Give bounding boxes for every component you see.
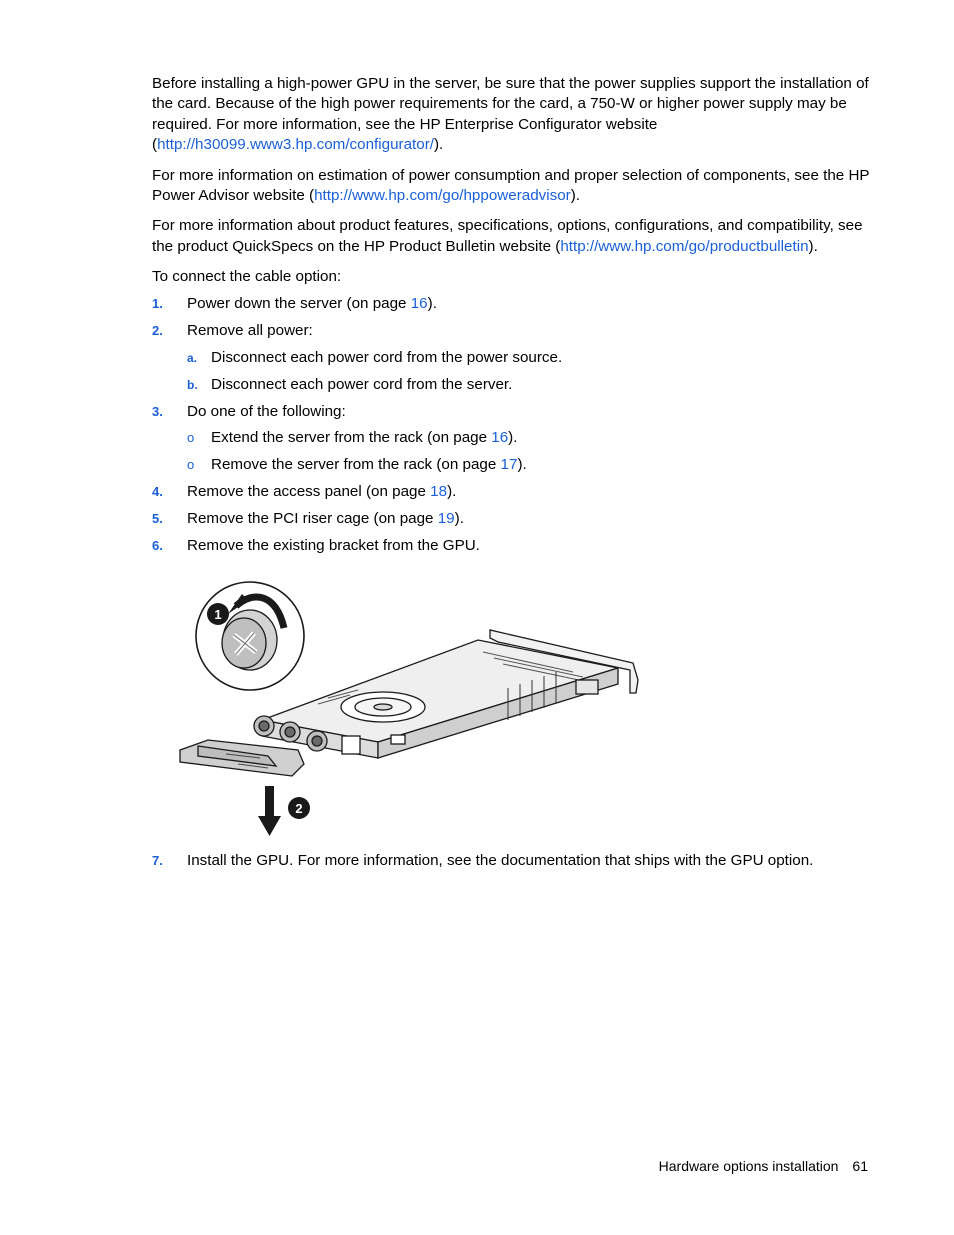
substep-text-end: ). <box>508 429 518 447</box>
footer-section-title: Hardware options installation <box>658 1158 839 1174</box>
intro-text-1-end: ). <box>433 136 444 154</box>
step-number: 3. <box>152 403 163 419</box>
step-number: 6. <box>152 537 163 553</box>
substep-text: Extend the server from the rack (on page <box>211 429 492 447</box>
page-footer <box>659 1158 868 1174</box>
step-text: Remove the access panel (on page <box>187 483 431 501</box>
callout-2-label: 2 <box>295 801 303 816</box>
substep-text: Disconnect each power cord from the server. <box>211 375 513 393</box>
gpu-bracket-removal-figure <box>178 580 640 840</box>
intro-paragraph-2 <box>152 166 872 207</box>
step-number: 4. <box>152 484 163 500</box>
step-text-end: ). <box>454 509 464 527</box>
footer-page-number: 61 <box>852 1158 868 1174</box>
intro-paragraph-1 <box>152 74 872 156</box>
document-body-continued <box>152 851 872 878</box>
substep-2a <box>152 348 872 368</box>
step-text: Do one of the following: <box>187 402 346 420</box>
substep-2b <box>152 375 872 395</box>
page-ref-link[interactable]: 16 <box>491 429 509 447</box>
step-text: Install the GPU. For more information, see the documentation that ships with the GPU option. <box>187 852 814 869</box>
substep-3-option-2 <box>152 455 872 475</box>
product-bulletin-link[interactable]: http://www.hp.com/go/productbulletin <box>560 237 809 255</box>
substep-text: Remove the server from the rack (on page <box>211 456 501 474</box>
step-number: 5. <box>152 510 163 526</box>
step-7 <box>152 851 872 871</box>
step-3 <box>152 402 872 422</box>
step-text: Remove all power: <box>187 322 313 340</box>
page-ref-link[interactable]: 19 <box>437 509 455 527</box>
substep-3-option-1 <box>152 428 872 448</box>
substep-text-end: ). <box>517 456 527 474</box>
document-body <box>152 74 872 562</box>
step-6 <box>152 536 872 556</box>
bullet-marker: o <box>187 430 195 446</box>
power-advisor-link[interactable]: http://www.hp.com/go/hppoweradvisor <box>314 187 571 205</box>
substep-marker: b. <box>187 377 198 392</box>
intro-paragraph-4: To connect the cable option: <box>152 268 342 286</box>
intro-text-2-end: ). <box>570 187 580 205</box>
configurator-link[interactable]: http://h30099.www3.hp.com/configurator/ <box>157 136 434 154</box>
step-text-end: ). <box>427 295 437 313</box>
step-number: 2. <box>152 323 163 339</box>
intro-text-3-end: ). <box>808 237 818 255</box>
substep-marker: a. <box>187 351 198 366</box>
step-1 <box>152 294 872 314</box>
step-number: 1. <box>152 296 163 312</box>
step-text: Power down the server (on page <box>187 295 411 313</box>
intro-text-2: For more information on estimation of power consumption and proper selection of components, see the HP Power Advisor website ( <box>152 166 870 205</box>
step-4 <box>152 482 872 502</box>
step-5 <box>152 509 872 529</box>
callout-1-label: 1 <box>214 607 222 622</box>
step-2 <box>152 321 872 341</box>
page-ref-link[interactable]: 17 <box>500 456 518 474</box>
intro-text-1: Before installing a high-power GPU in the server, be sure that the power supplies support the installation of the card. Because of the high power requirements for the card, a 750-W or higher power supply may be required. For more information, see the HP Enterprise Configurator website ( <box>152 75 869 154</box>
page-ref-link[interactable]: 18 <box>430 483 448 501</box>
substep-text: Disconnect each power cord from the power source. <box>211 349 563 367</box>
intro-paragraph-3 <box>152 216 872 257</box>
page-ref-link[interactable]: 16 <box>410 295 428 313</box>
intro-text-3: For more information about product features, specifications, options, configurations, and compatibility, see the product QuickSpecs on the HP Product Bulletin website ( <box>152 217 863 255</box>
step-number: 7. <box>152 853 163 868</box>
step-text-end: ). <box>447 483 457 501</box>
step-text: Remove the PCI riser cage (on page <box>187 509 438 527</box>
step-text: Remove the existing bracket from the GPU. <box>187 536 480 554</box>
bullet-marker: o <box>187 457 195 473</box>
